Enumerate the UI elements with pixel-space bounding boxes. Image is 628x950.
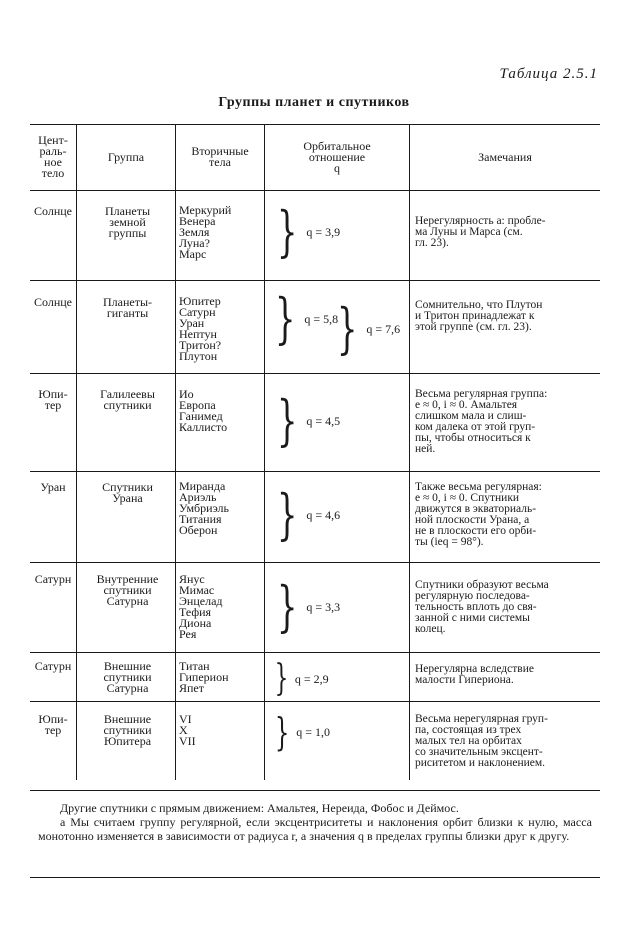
brace-group (270, 658, 329, 699)
brace-group (270, 710, 330, 754)
orbital-ratio: q = 4,5 (306, 413, 341, 428)
secondary-bodies: Ио Европа Ганимед Каллисто (179, 387, 228, 434)
group-name: Спутники Урана (102, 480, 153, 505)
group-name: Галилеевы спутники (100, 387, 155, 412)
orbital-ratio-combined: q = 7,6 (366, 321, 401, 336)
central-body: Солнце (33, 204, 72, 218)
brace-group (268, 287, 339, 350)
column-divider (76, 124, 77, 780)
central-body: Юпи- тер (38, 387, 68, 412)
note: Нерегулярна вследствие малости Гипериона. (415, 663, 534, 686)
header-orbital-ratio: Орбитальное отношение q (303, 138, 371, 175)
orbital-ratio: q = 1,0 (296, 724, 330, 739)
orbital-ratio: q = 3,3 (306, 599, 341, 614)
row-divider (30, 652, 600, 653)
table-number: Таблица 2.5.1 (499, 66, 598, 82)
note: Весьма регулярная группа: e ≈ 0, i ≈ 0. Амальтея слишком мала и слиш- ком далека от этой груп- пы, чтобы относиться к ней. (415, 388, 548, 455)
secondary-bodies: Юпитер Сатурн Уран Нептун Тритон? Плутон (179, 294, 222, 363)
table-title: Группы планет и спутников (218, 95, 410, 110)
note: Спутники образуют весьма регулярную последова- тельность вплоть до свя- занной с ними системы колец. (415, 579, 549, 635)
header-notes: Замечания (478, 149, 532, 164)
central-body: Сатурн (34, 572, 72, 586)
table-top-rule (30, 124, 600, 125)
group-name: Внешние спутники Сатурна (103, 659, 152, 695)
right-brace-icon: } (276, 389, 298, 452)
row-divider (30, 280, 600, 281)
brace-group (270, 389, 341, 452)
group-name: Внешние спутники Юпитера (103, 712, 152, 748)
note: Также весьма регулярная: e ≈ 0, i ≈ 0. Спутники движутся в экваториаль- ной плоскости Урана, а не в плоскости его орби- ты (ieq = 98°). (415, 481, 542, 548)
right-brace-icon: } (274, 287, 296, 350)
central-body: Уран (40, 480, 66, 494)
orbital-ratio: q = 3,9 (306, 224, 341, 239)
orbital-ratio: q = 5,8 (304, 311, 339, 326)
header-central-body: Цент- раль- ное тело (38, 133, 68, 180)
secondary-bodies: Янус Мимас Энцелад Тефия Диона Рея (179, 572, 223, 641)
column-divider (409, 124, 410, 780)
note: Сомнительно, что Плутон и Тритон принадлежат к этой группе (см. гл. 23). (415, 299, 543, 333)
header-divider (30, 190, 600, 191)
row-divider (30, 701, 600, 702)
row-divider (30, 562, 600, 563)
central-body: Сатурн (34, 659, 72, 673)
row-divider (30, 471, 600, 472)
group-name: Планеты земной группы (104, 204, 151, 240)
right-brace-icon: } (276, 575, 298, 638)
page-bottom-rule (30, 877, 600, 878)
central-body: Солнце (33, 295, 72, 309)
note: Весьма нерегулярная груп- па, состоящая из трех малых тел на орбитах со значительным эксцент- риситетом и наклонением. (415, 713, 548, 769)
footnote-other-satellites: Другие спутники с прямым движением: Амальтея, Нереида, Фобос и Деймос. (60, 801, 459, 815)
right-brace-icon: } (336, 297, 358, 360)
column-divider (175, 124, 176, 780)
orbital-ratio: q = 4,6 (306, 507, 341, 522)
header-secondary: Вторичные тела (191, 144, 249, 169)
secondary-bodies: VI X VII (179, 712, 196, 748)
group-name: Внутренние спутники Сатурна (96, 572, 159, 608)
header-group: Группа (107, 149, 145, 164)
central-body: Юпи- тер (38, 712, 68, 737)
group-name: Планеты- гиганты (102, 295, 153, 320)
brace-group (270, 200, 341, 263)
note: Нерегулярность а: пробле- ма Луны и Марса (см. гл. 23). (415, 215, 546, 249)
orbital-ratio: q = 2,9 (294, 671, 329, 686)
table-bottom-rule (30, 790, 600, 791)
right-brace-icon: } (274, 710, 290, 754)
row-divider (30, 373, 600, 374)
secondary-bodies: Меркурий Венера Земля Луна? Марс (179, 203, 232, 261)
footnote-a: а Мы считаем группу регулярной, если эксцентриситеты и наклонения орбит близки к нулю, масса монотонно изменяется в зависимости от радиуса r, а значения q в пределах группы близки друг к другу. (38, 815, 592, 843)
right-brace-icon: } (274, 658, 289, 699)
secondary-bodies: Миранда Ариэль Умбриэль Титания Оберон (179, 479, 229, 537)
brace-group (270, 575, 341, 638)
brace-group (330, 297, 401, 360)
secondary-bodies: Титан Гиперион Япет (179, 659, 229, 695)
right-brace-icon: } (276, 483, 298, 546)
brace-group (270, 483, 341, 546)
right-brace-icon: } (276, 200, 298, 263)
